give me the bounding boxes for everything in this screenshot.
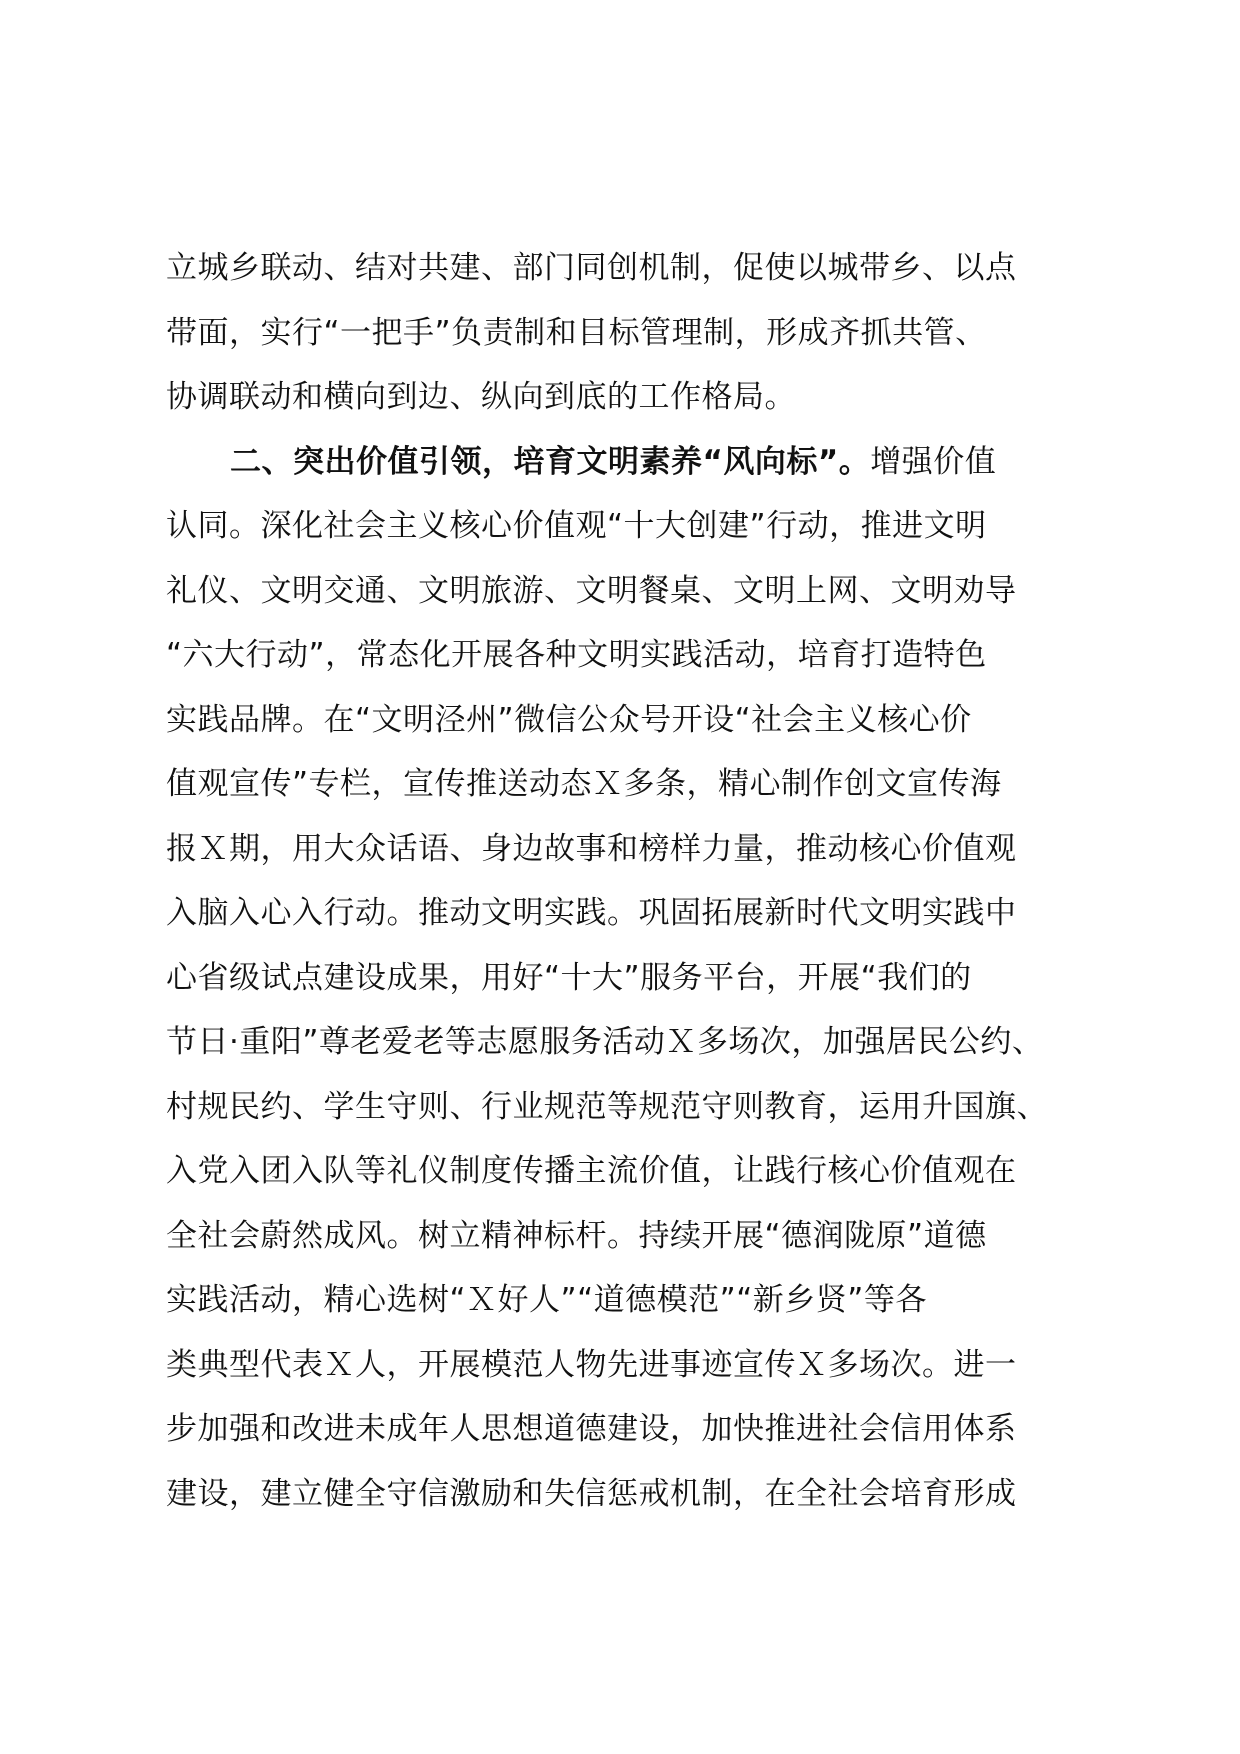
section-heading: 二、突出价值引领，培育文明素养“风向标”。: [230, 443, 871, 480]
text-line-15: 入党入团入队等礼仪制度传播主流价值，让践行核心价值观在: [166, 1153, 1017, 1189]
text-line-3: 协调联动和横向到边、纵向到底的工作格局。: [166, 379, 796, 415]
text-line-19: 步加强和改进未成年人思想道德建设，加快推进社会信用体系: [166, 1411, 1017, 1447]
text-line-17: 实践活动，精心选树“Ｘ好人”“道德模范”“新乡贤”等各: [166, 1282, 927, 1318]
section-heading-continuation: 增强价值: [870, 443, 997, 480]
text-line-6: 礼仪、文明交通、文明旅游、文明餐桌、文明上网、文明劝导: [166, 572, 1017, 609]
text-line-5: 认同。深化社会主义核心价值观“十大创建”行动，推进文明: [166, 508, 987, 544]
section-heading-line: [166, 430, 1086, 495]
text-line-20: 建设，建立健全守信激励和失信惩戒机制，在全社会培育形成: [166, 1475, 1017, 1512]
text-line-11: 入脑入心入行动。推动文明实践。巩固拓展新时代文明实践中: [166, 895, 1017, 931]
text-line-13: 节日·重阳”尊老爱老等志愿服务活动Ｘ多场次，加强居民公约、: [166, 1024, 1044, 1060]
text-line-8: 实践品牌。在“文明泾州”微信公众号开设“社会主义核心价: [166, 701, 972, 738]
text-line-2: 带面，实行“一把手”负责制和目标管理制，形成齐抓共管、: [166, 314, 987, 351]
text-line-14: 村规民约、学生守则、行业规范等规范守则教育，运用升国旗、: [166, 1088, 1048, 1125]
text-line-16: 全社会蔚然成风。树立精神标杆。持续开展“德润陇原”道德: [166, 1217, 987, 1254]
text-line-12: 心省级试点建设成果，用好“十大”服务平台，开展“我们的: [166, 959, 972, 996]
document-body: [166, 236, 1086, 1526]
text-line-7: “六大行动”，常态化开展各种文明实践活动，培育打造特色: [166, 637, 987, 673]
text-line-10: 报Ｘ期，用大众话语、身边故事和榜样力量，推动核心价值观: [166, 830, 1017, 867]
text-line-18: 类典型代表Ｘ人，开展模范人物先进事迹宣传Ｘ多场次。进一: [166, 1346, 1017, 1383]
text-line-9: 值观宣传”专栏，宣传推送动态Ｘ多条，精心制作创文宣传海: [166, 766, 1002, 802]
text-line-1: 立城乡联动、结对共建、部门同创机制，促使以城带乡、以点: [166, 250, 1017, 286]
